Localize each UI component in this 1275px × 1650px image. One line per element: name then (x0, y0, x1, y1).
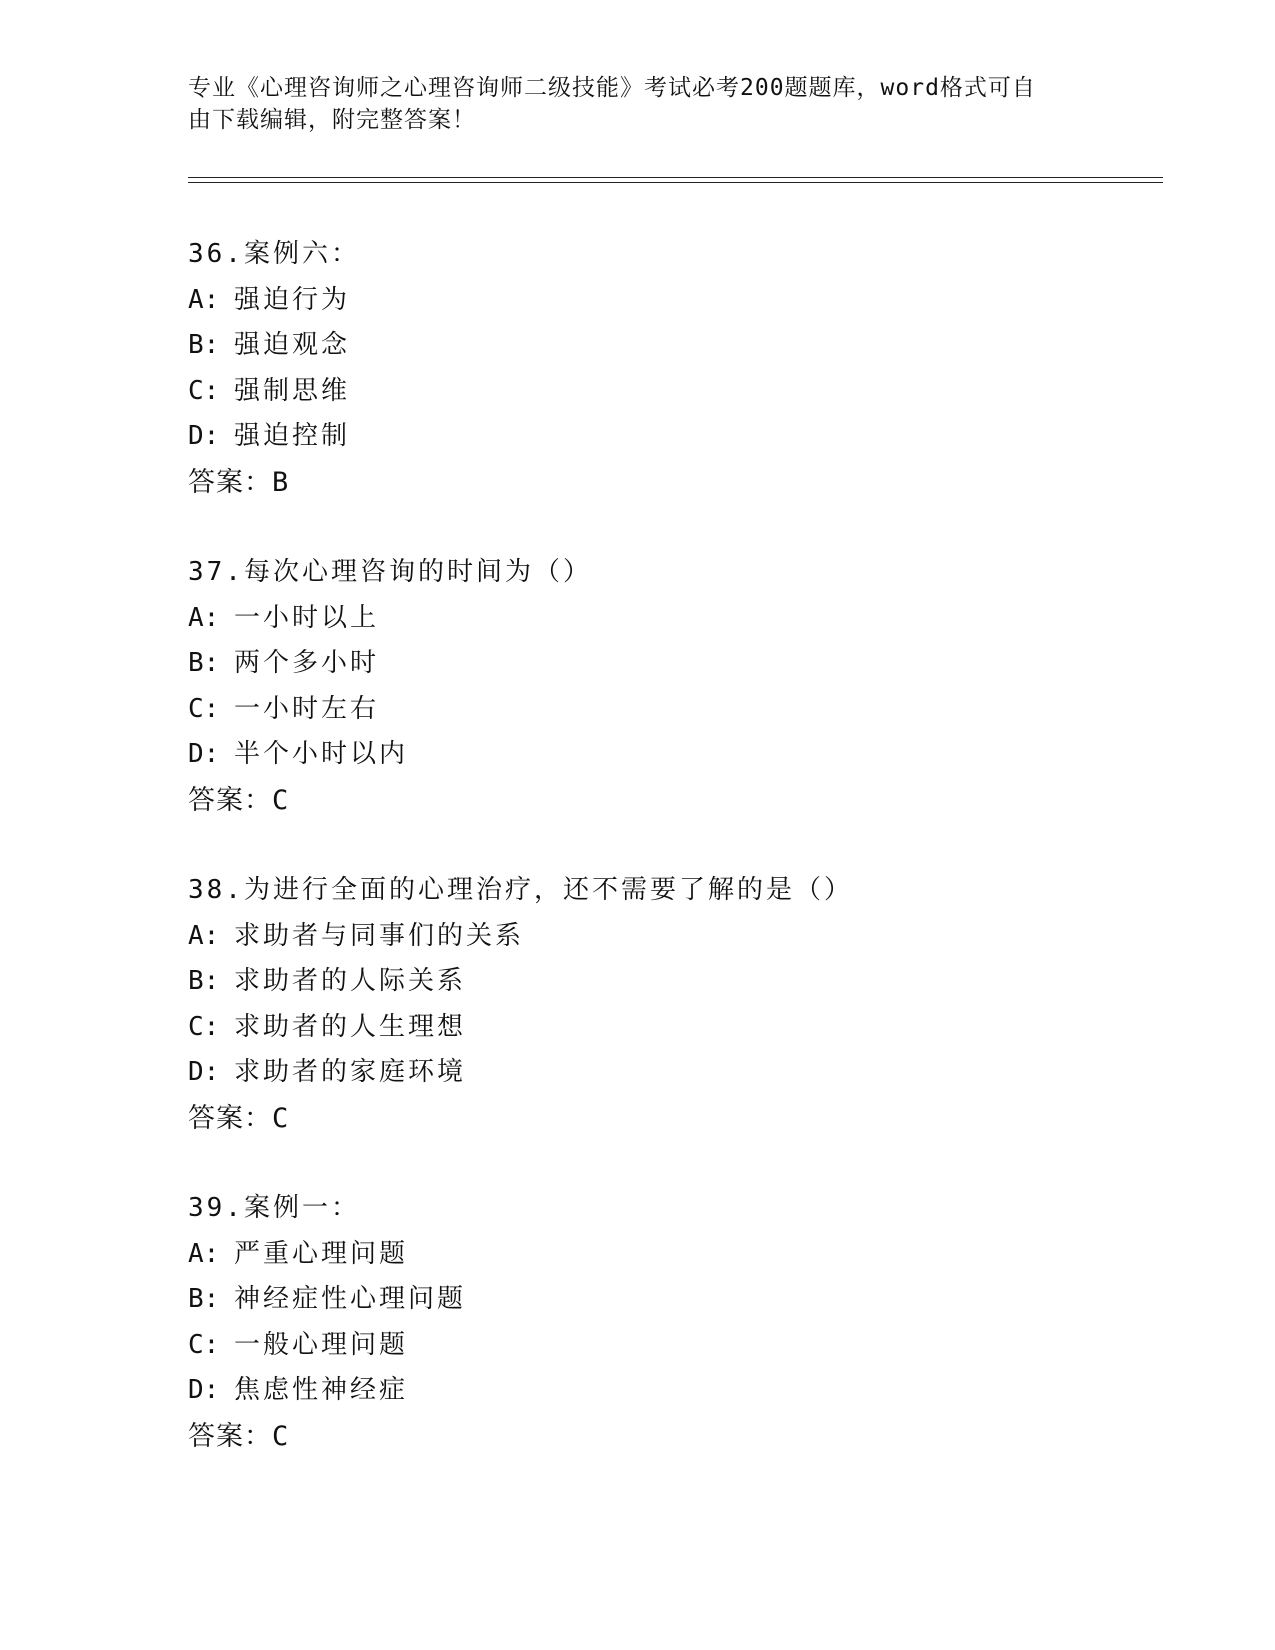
option-text: 一小时左右 (234, 693, 380, 724)
question-stem: 38.为进行全面的心理治疗，还不需要了解的是（） (188, 875, 853, 905)
option-text: 两个多小时 (234, 648, 380, 678)
option-key: C: (188, 375, 220, 406)
header-divider-bottom (188, 182, 1163, 183)
option-b (188, 1277, 1148, 1323)
option-text: 强迫控制 (234, 421, 351, 451)
option-key: A: (188, 284, 220, 315)
option-d (188, 414, 1148, 460)
option-key: A: (188, 602, 220, 633)
option-text: 神经症性心理问题 (234, 1284, 467, 1314)
question-36 (188, 232, 1148, 505)
option-key: B: (188, 966, 220, 996)
option-d (188, 1368, 1148, 1414)
option-a (188, 1232, 1148, 1278)
option-text: 强制思维 (234, 375, 351, 406)
document-header (188, 72, 1088, 136)
option-key: B: (188, 648, 220, 678)
header-line-1: 专业《心理咨询师之心理咨询师二级技能》考试必考200题题库，word格式可自 (188, 75, 1036, 101)
option-text: 强迫观念 (234, 330, 351, 360)
option-text: 求助者的人际关系 (234, 966, 467, 996)
option-text: 一小时以上 (234, 602, 380, 633)
header-divider-top (188, 177, 1163, 178)
option-b (188, 959, 1148, 1005)
option-text: 半个小时以内 (234, 739, 409, 769)
option-text: 求助者的人生理想 (234, 1011, 467, 1042)
question-stem: 39.案例一： (188, 1193, 360, 1223)
option-a (188, 914, 1148, 960)
option-text: 严重心理问题 (234, 1238, 409, 1269)
option-c (188, 1005, 1148, 1051)
option-text: 求助者与同事们的关系 (234, 920, 525, 951)
question-37 (188, 550, 1148, 823)
option-key: C: (188, 1329, 220, 1360)
option-key: D: (188, 1057, 220, 1087)
option-c (188, 1323, 1148, 1369)
option-a (188, 278, 1148, 324)
option-key: D: (188, 739, 220, 769)
option-key: A: (188, 920, 220, 951)
answer-value: C (272, 784, 290, 816)
question-stem: 36.案例六： (188, 239, 360, 269)
option-key: C: (188, 1011, 220, 1042)
question-38 (188, 868, 1148, 1141)
answer-value: C (272, 1102, 290, 1134)
option-text: 强迫行为 (234, 284, 351, 315)
answer-label: 答案： (188, 1102, 272, 1134)
option-text: 一般心理问题 (234, 1329, 409, 1360)
option-text: 焦虑性神经症 (234, 1375, 409, 1405)
option-key: B: (188, 330, 220, 360)
answer-label: 答案： (188, 466, 272, 498)
answer-line (188, 778, 1148, 824)
option-key: A: (188, 1238, 220, 1269)
answer-line (188, 1414, 1148, 1460)
option-key: D: (188, 1375, 220, 1405)
option-key: C: (188, 693, 220, 724)
answer-value: C (272, 1420, 290, 1452)
answer-label: 答案： (188, 784, 272, 816)
option-b (188, 641, 1148, 687)
option-key: B: (188, 1284, 220, 1314)
option-a (188, 596, 1148, 642)
option-c (188, 687, 1148, 733)
answer-value: B (272, 466, 290, 498)
option-key: D: (188, 421, 220, 451)
option-d (188, 1050, 1148, 1096)
answer-line (188, 1096, 1148, 1142)
answer-line (188, 460, 1148, 506)
option-text: 求助者的家庭环境 (234, 1057, 467, 1087)
option-b (188, 323, 1148, 369)
question-stem: 37.每次心理咨询的时间为（） (188, 557, 592, 587)
question-39 (188, 1186, 1148, 1459)
option-d (188, 732, 1148, 778)
header-line-2: 由下载编辑，附完整答案！ (188, 107, 476, 133)
answer-label: 答案： (188, 1420, 272, 1452)
option-c (188, 369, 1148, 415)
